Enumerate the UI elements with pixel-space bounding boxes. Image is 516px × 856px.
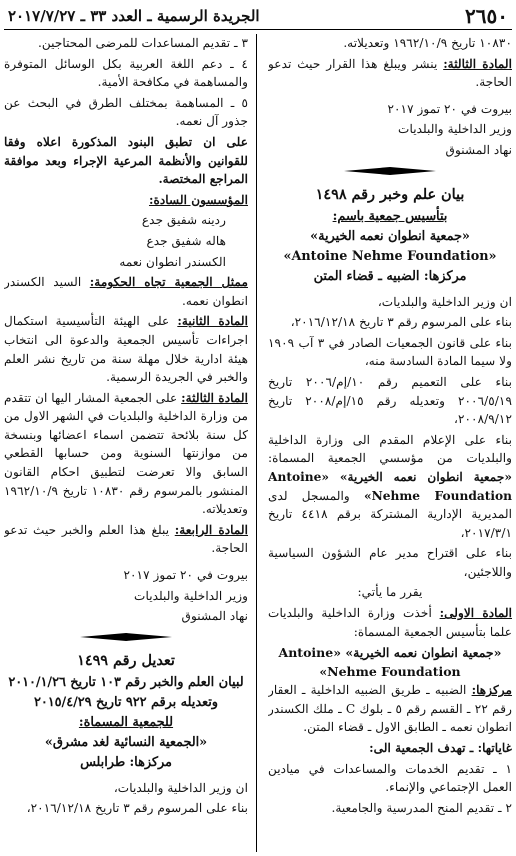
- minister-title: وزير الداخلية والبلديات: [398, 122, 512, 137]
- founders-heading: المؤسسون السادة:: [148, 192, 248, 207]
- separator-ornament: [80, 632, 172, 642]
- amendment-title: تعديل رقم ١٤٩٩: [77, 651, 175, 669]
- goal-item: ٥ ـ المساهمة بمختلف الطرق في البحث عن جذور آل نعمه.: [4, 95, 248, 129]
- article-heading: المادة الثالثة:: [181, 390, 248, 405]
- article-heading: المادة الثانية:: [177, 314, 248, 329]
- preamble-line: بناء على المرسوم رقم ٣ تاريخ ٢٠١٦/١٢/١٨،: [26, 801, 248, 816]
- article-3: [4, 389, 248, 519]
- preamble-line: بناء على قانون الجمعيات الصادر في ٣ آب ١٩٠٩ ولا سيما المادة السادسة منه،: [268, 335, 512, 369]
- article-heading: المادة الثالثة:: [443, 56, 512, 71]
- notice-subtitle: بتأسيس جمعية باسم:: [332, 208, 448, 224]
- preamble-line: بناء على اقتراح مدير عام الشؤون السياسية واللاجئين،: [268, 546, 512, 579]
- article-1: [268, 604, 512, 641]
- article-text: ينشر ويبلغ هذا القرار حيث تدعو الحاجة.: [268, 56, 512, 90]
- column-divider: [256, 34, 257, 852]
- founded-name-ar: «جمعية انطوان نعمه الخيرية» «Antoine: [278, 645, 502, 661]
- place-date: بيروت في ٢٠ تموز ٢٠١٧: [123, 568, 248, 583]
- amendment-subtitle: للجمعية المسماة:: [78, 714, 174, 730]
- representative: [4, 273, 248, 310]
- association-hq: مركزها: طرابلس: [80, 754, 172, 770]
- amendment-ref-1: لبيان العلم والخبر رقم ١٠٣ تاريخ ٢٠١٠/١/٢٦: [8, 674, 244, 690]
- preamble-line: ان وزير الداخلية والبلديات،: [377, 294, 512, 309]
- right-column: [268, 34, 512, 852]
- article-text: أخذت وزارة الداخلية والبلديات علما بتأسيس الجمعية المسماة:: [268, 606, 512, 639]
- association-name-en: «Antoine Nehme Foundation»: [283, 248, 497, 264]
- founded-name-en: Nehme Foundation»: [319, 664, 461, 680]
- article-heading: المادة الرابعة:: [174, 522, 248, 537]
- text-line: ١٠٨٣٠ تاريخ ١٩٦٢/١٠/٩ وتعديلاته.: [343, 36, 512, 50]
- amendment-ref-2: وتعديله برقم ٩٢٢ تاريخ ٢٠١٥/٤/٢٩: [34, 694, 218, 710]
- goal-item: ٣ ـ تقديم المساعدات للمرضى المحتاجين.: [38, 36, 248, 50]
- place-date: بيروت في ٢٠ تموز ٢٠١٧: [387, 101, 512, 116]
- page-header: [6, 4, 510, 28]
- headquarters: [268, 681, 512, 737]
- goal-item: ١ ـ تقديم الخدمات والمساعدات في ميادين العمل الإجتماعي والإنماء.: [268, 761, 512, 795]
- rep-heading: ممثل الجمعية تجاه الحكومة:: [89, 275, 248, 290]
- article-text: على الهيئة التأسيسية استكمال اجراءات تأسيس الجمعية والدعوة الى انتخاب هيئة ادارية خلال مهلة سنة من تاريخ نشر العلم والخبر في الجريدة الرسمية.: [4, 314, 248, 385]
- minister-title: وزير الداخلية والبلديات: [134, 588, 248, 603]
- hq-heading: مركزها:: [471, 683, 512, 698]
- notice-title: بيان علم وخبر رقم ١٤٩٨: [315, 185, 465, 203]
- rep-text: السيد الكسندر انطوان نعمه.: [4, 275, 248, 308]
- minister-name: نهاد المشنوق: [445, 142, 512, 157]
- decision-line: يقرر ما يأتي:: [357, 585, 423, 600]
- article-2: [4, 312, 248, 386]
- founder-name: ردينه شفيق جدع: [141, 213, 226, 228]
- separator-ornament: [344, 166, 436, 176]
- article-heading: المادة الاولى:: [439, 606, 512, 621]
- header-rule: [4, 29, 512, 30]
- preamble-line: بناء على التعميم رقم ١٠/إم/٢٠٠٦ تاريخ ٢٠٠٦/٥/١٩ وتعديله رقم ١٥/إم/٢٠٠٨ تاريخ ٢٠٠٨/٩/١٢،: [268, 374, 512, 427]
- preamble-line: بناء على الإعلام المقدم الى وزارة الداخلية والبلديات من مؤسسي الجمعية المسماة: «جمعية انطوان نعمه الخيرية» «Antoine Nehme Foundation» والمسجل لدى المديرية الإدارية المشتركة برقم ٤٤١٨ تاريخ ٢٠١٧/٣/١،: [268, 432, 512, 540]
- minister-name: نهاد المشنوق: [181, 609, 248, 624]
- founder-name: هاله شفيق جدع: [146, 233, 226, 248]
- conditions: على ان تطبق البنود المذكورة اعلاه وفقا للقوانين والأنظمة المرعية الإجراء وبعد موافقة المراجع المختصة.: [4, 134, 248, 187]
- article-3: [268, 55, 512, 92]
- preamble-line: ان وزير الداخلية والبلديات،: [113, 780, 248, 795]
- article-4: [4, 521, 248, 558]
- association-name-ar: «جمعية انطوان نعمه الخيرية»: [310, 228, 470, 244]
- article-text: على الجمعية المشار اليها ان تتقدم من وزارة الداخلية والبلديات في الشهر الاول من كل سنة بلائحة تتضمن اسماء اعضائها وبنسخة من موازنتها السنوية ومن حسابها القطعي السابق والا تعرضت لتطبيق احكام القانون المنشور بالمرسوم رقم ١٠٨٣٠ تاريخ ١٩٦٢/١٠/٩ وتعديلاته.: [4, 390, 248, 517]
- left-column: [4, 34, 248, 852]
- page-number: ٢٦٥٠: [465, 4, 508, 28]
- article-text: يبلغ هذا العلم والخبر حيث تدعو الحاجة.: [4, 522, 248, 556]
- founder-name: الكسندر انطوان نعمه: [119, 254, 226, 269]
- preamble-line: بناء على المرسوم رقم ٣ تاريخ ٢٠١٦/١٢/١٨،: [290, 315, 512, 330]
- gazette-issue: الجريدة الرسمية ـ العدد ٣٣ ـ ٢٠١٧/٧/٢٧: [8, 7, 260, 25]
- association-hq: مركزها: الضبيه ـ قضاء المتن: [313, 268, 467, 284]
- goal-item: ٤ ـ دعم اللغة العربية بكل الوسائل المتوفرة والمساهمة في مكافحة الأمية.: [4, 56, 248, 90]
- association-name: «الجمعية النسائية لغد مشرق»: [44, 734, 208, 750]
- goals-heading: غاياتها: ـ تهدف الجمعية الى:: [369, 741, 512, 756]
- hq-text: الضبيه ـ طريق الضبيه الداخلية ـ العقار رقم ٢٢ ـ القسم رقم ٥ ـ بلوك C ـ ملك الكسندر انطوان نعمه ـ الطابق الاول ـ قضاء المتن.: [268, 683, 512, 735]
- goal-item: ٢ ـ تقديم المنح المدرسية والجامعية.: [331, 800, 512, 815]
